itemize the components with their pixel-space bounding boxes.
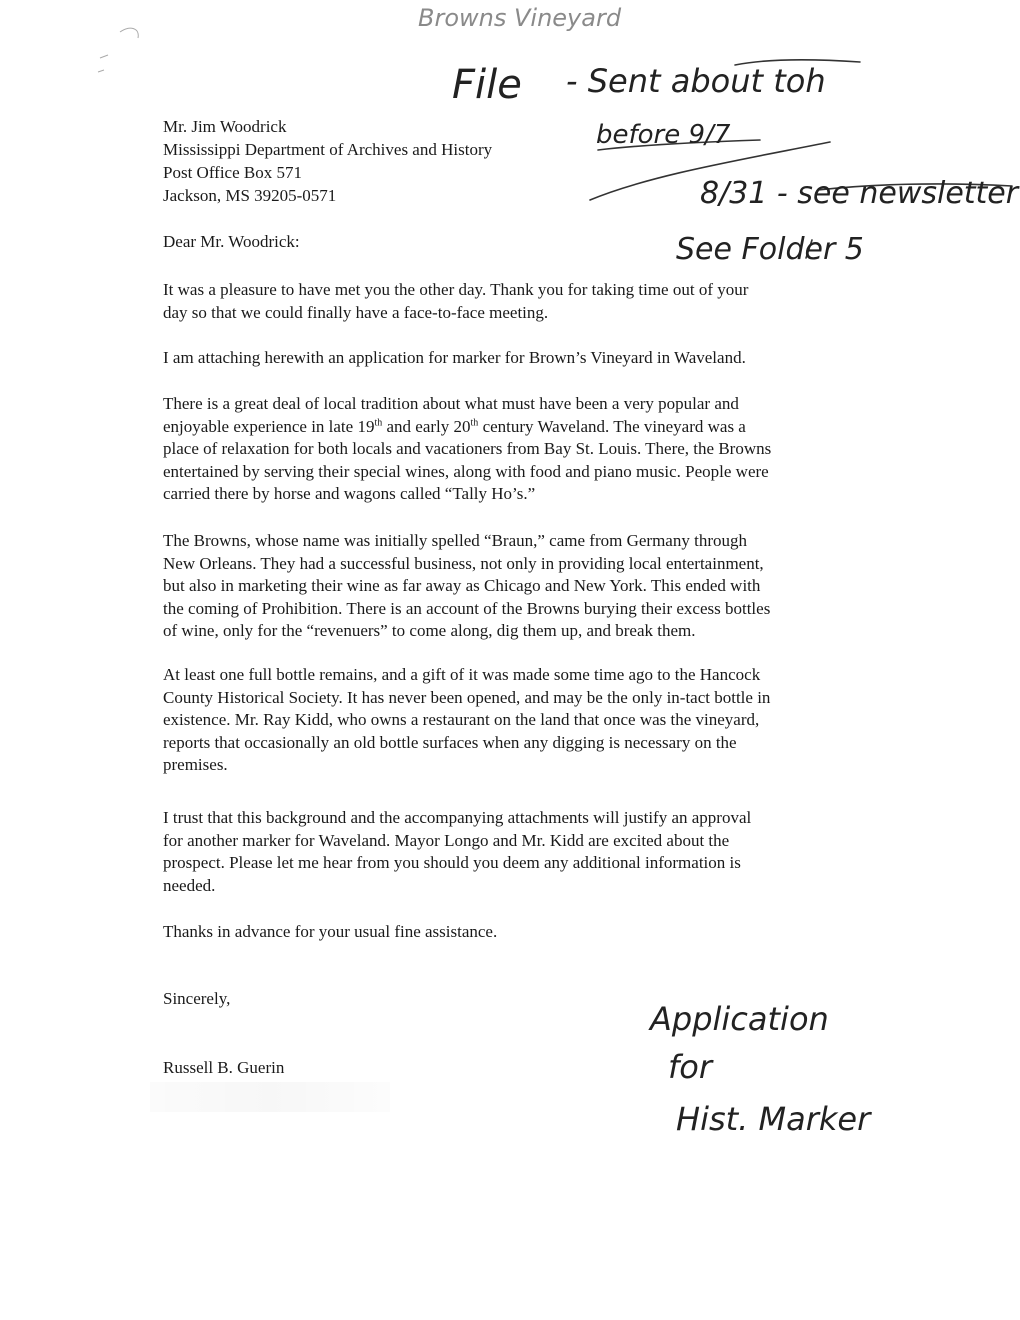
paragraph-line: carried there by horse and wagons called “Tally Ho’s.”	[163, 484, 536, 503]
paragraph-line: There is a great deal of local tradition about what must have been a very popular and	[163, 394, 739, 413]
salutation: Dear Mr. Woodrick:	[163, 232, 300, 251]
handwritten-note-for: for	[668, 1048, 712, 1086]
handwritten-note-folder: See Folder 5	[676, 232, 864, 267]
paragraph-line: It was a pleasure to have met you the other day. Thank you for taking time out of your	[163, 280, 749, 299]
paragraph-application	[163, 347, 863, 370]
ordinal-suffix: th	[470, 416, 479, 428]
paragraph-browns-history	[163, 530, 863, 643]
paragraph-line: reports that occasionally an old bottle surfaces when any digging is necessary on the	[163, 732, 737, 752]
handwritten-note-browns-vineyard: Browns Vineyard	[418, 4, 622, 32]
handwritten-note-before: before 9/7	[596, 120, 731, 150]
recipient-name: Mr. Jim Woodrick	[163, 117, 287, 136]
paragraph-line: prospect. Please let me hear from you should you deem any additional information is	[163, 853, 741, 872]
paragraph-line: of wine, only for the “revenuers” to come along, dig them up, and break them.	[163, 621, 696, 640]
paragraph-line: place of relaxation for both locals and vacationers from Bay St. Louis. There, the Browns	[163, 439, 772, 458]
text-span: and early 20	[382, 416, 471, 436]
recipient-organization: Mississippi Department of Archives and History	[163, 140, 493, 159]
handwritten-note-date: 8/31 - see newsletter	[700, 176, 1019, 211]
paragraph-line: County Historical Society. It has never been opened, and may be the only in-tact bottle in	[163, 687, 771, 707]
paragraph-line: Thanks in advance for your usual fine assistance.	[163, 922, 498, 941]
paragraph-line: the coming of Prohibition. There is an account of the Browns burying their excess bottles	[163, 598, 771, 618]
paragraph-approval	[163, 807, 863, 897]
paragraph-line: day so that we could finally have a face-to-face meeting.	[163, 302, 549, 322]
handwritten-note-hist-marker: Hist. Marker	[676, 1100, 871, 1138]
handwritten-note-file: File	[452, 62, 522, 108]
handwritten-note-application: Application	[650, 1000, 829, 1038]
paragraph-bottle	[163, 664, 863, 777]
paragraph-line: needed.	[163, 875, 216, 895]
text-span: enjoyable experience in late 19	[163, 416, 375, 436]
paragraph-pleasure	[163, 279, 863, 324]
paragraph-line: existence. Mr. Ray Kidd, who owns a restaurant on the land that once was the vineyard,	[163, 710, 760, 729]
paragraph-line	[163, 416, 863, 439]
paragraph-line: I am attaching herewith an application for marker for Brown’s Vineyard in Waveland.	[163, 348, 746, 367]
recipient-po-box: Post Office Box 571	[163, 163, 302, 182]
handwritten-note-sent: - Sent about toh	[566, 62, 826, 100]
paragraph-tradition	[163, 393, 863, 506]
faint-redacted-area	[150, 1082, 390, 1112]
paragraph-line: for another marker for Waveland. Mayor Longo and Mr. Kidd are excited about the	[163, 830, 730, 850]
paragraph-line: I trust that this background and the accompanying attachments will justify an approval	[163, 808, 752, 827]
paragraph-line: premises.	[163, 755, 228, 774]
recipient-city: Jackson, MS 39205-0571	[163, 186, 337, 205]
paragraph-line: New Orleans. They had a successful business, not only in providing local entertainment,	[163, 553, 764, 573]
signer-name: Russell B. Guerin	[163, 1058, 285, 1077]
ordinal-suffix: th	[374, 416, 383, 428]
text-span: century Waveland. The vineyard was a	[478, 416, 746, 436]
scan-smudge-marks	[98, 28, 138, 72]
paragraph-line: At least one full bottle remains, and a gift of it was made some time ago to the Hancock	[163, 665, 761, 684]
paragraph-thanks	[163, 921, 863, 944]
paragraph-line: entertained by serving their special wines, along with food and piano music. People were	[163, 461, 769, 481]
paragraph-line: The Browns, whose name was initially spelled “Braun,” came from Germany through	[163, 531, 747, 550]
closing: Sincerely,	[163, 989, 231, 1008]
paragraph-line: but also in marketing their wine as far away as Chicago and New York. This ended with	[163, 576, 761, 595]
